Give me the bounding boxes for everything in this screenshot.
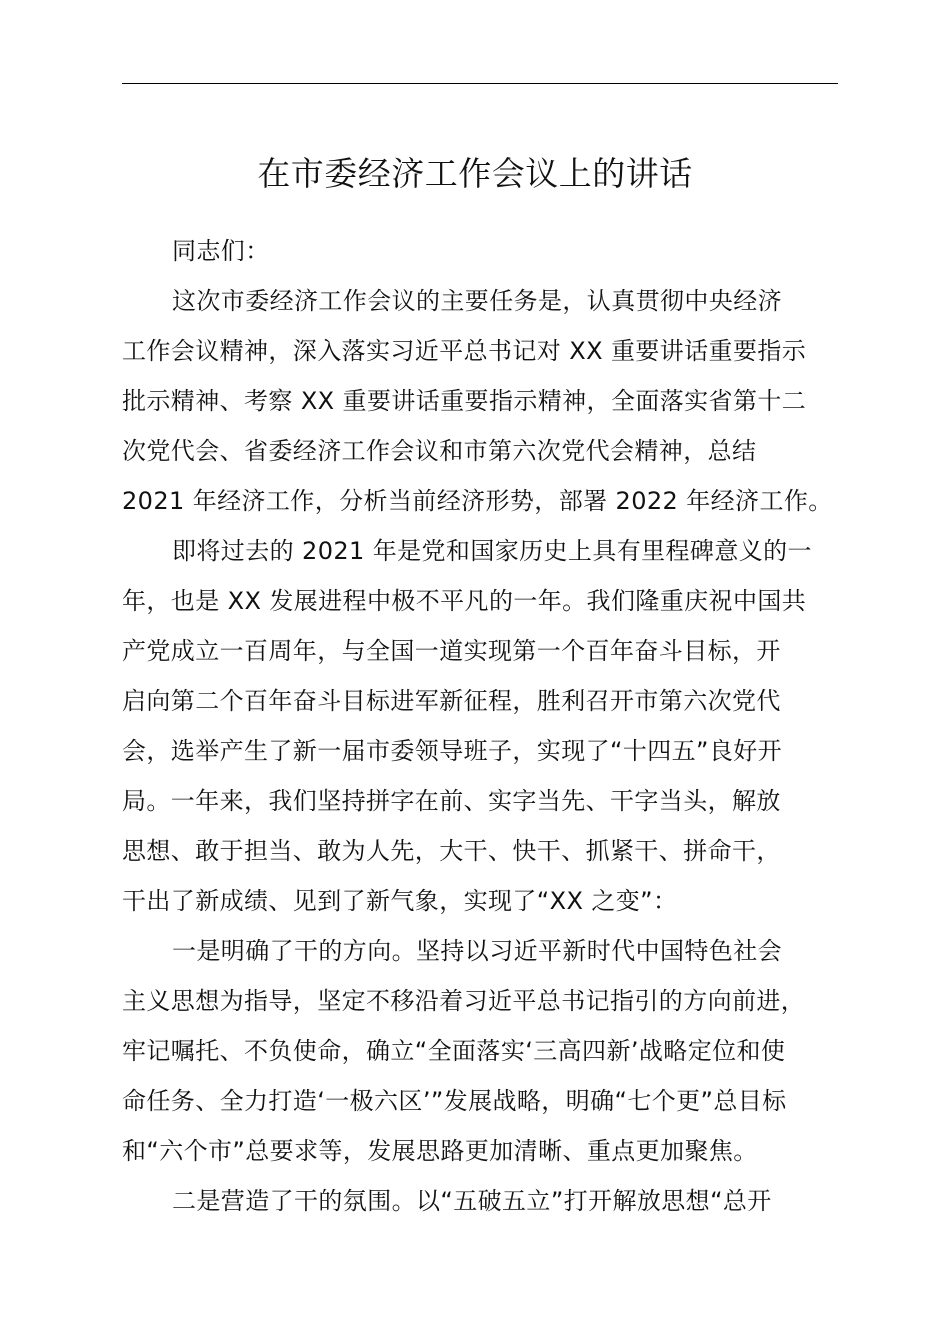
header-rule bbox=[122, 83, 838, 84]
document-title: 在市委经济工作会议上的讲话 bbox=[257, 154, 693, 193]
paragraph-line: 2021 年经济工作，分析当前经济形势，部署 2022 年经济工作。 bbox=[122, 487, 833, 515]
paragraph-line: 二是营造了干的氛围。以“五破五立”打开解放思想“总开 bbox=[172, 1187, 772, 1215]
paragraph-line: 这次市委经济工作会议的主要任务是，认真贯彻中央经济 bbox=[172, 287, 782, 315]
paragraph-line: 启向第二个百年奋斗目标进军新征程，胜利召开市第六次党代 bbox=[122, 687, 781, 715]
paragraph-line: 会，选举产生了新一届市委领导班子，实现了“十四五”良好开 bbox=[122, 737, 783, 765]
paragraph-4 bbox=[122, 1176, 862, 1226]
paragraph-line: 牢记嘱托、不负使命，确立“全面落实‘三高四新’战略定位和使 bbox=[122, 1037, 786, 1065]
paragraph-line: 批示精神、考察 XX 重要讲话重要指示精神，全面落实省第十二 bbox=[122, 387, 807, 415]
paragraph-line: 和“六个市”总要求等，发展思路更加清晰、重点更加聚焦。 bbox=[122, 1137, 758, 1165]
salutation bbox=[122, 226, 862, 276]
paragraph-line: 年，也是 XX 发展进程中极不平凡的一年。我们隆重庆祝中国共 bbox=[122, 587, 807, 615]
paragraph-3 bbox=[122, 926, 862, 1176]
salutation-text: 同志们： bbox=[172, 237, 270, 265]
paragraph-line: 干出了新成绩、见到了新气象，实现了“XX 之变”： bbox=[122, 887, 678, 915]
document-body bbox=[122, 226, 862, 1226]
paragraph-1 bbox=[122, 276, 862, 526]
paragraph-line: 一是明确了干的方向。坚持以习近平新时代中国特色社会 bbox=[172, 937, 782, 965]
paragraph-line: 命任务、全力打造‘一极六区’”发展战略，明确“七个更”总目标 bbox=[122, 1087, 787, 1115]
paragraph-line: 次党代会、省委经济工作会议和市第六次党代会精神，总结 bbox=[122, 437, 757, 465]
paragraph-line: 产党成立一百周年，与全国一道实现第一个百年奋斗目标，开 bbox=[122, 637, 781, 665]
paragraph-line: 主义思想为指导，坚定不移沿着习近平总书记指引的方向前进， bbox=[122, 987, 806, 1015]
paragraph-line: 工作会议精神，深入落实习近平总书记对 XX 重要讲话重要指示 bbox=[122, 337, 807, 365]
paragraph-2 bbox=[122, 526, 862, 926]
paragraph-line: 局。一年来，我们坚持拼字在前、实字当先、干字当头，解放 bbox=[122, 787, 781, 815]
paragraph-line: 即将过去的 2021 年是党和国家历史上具有里程碑意义的一 bbox=[172, 537, 812, 565]
paragraph-line: 思想、敢于担当、敢为人先，大干、快干、抓紧干、拼命干， bbox=[122, 837, 781, 865]
